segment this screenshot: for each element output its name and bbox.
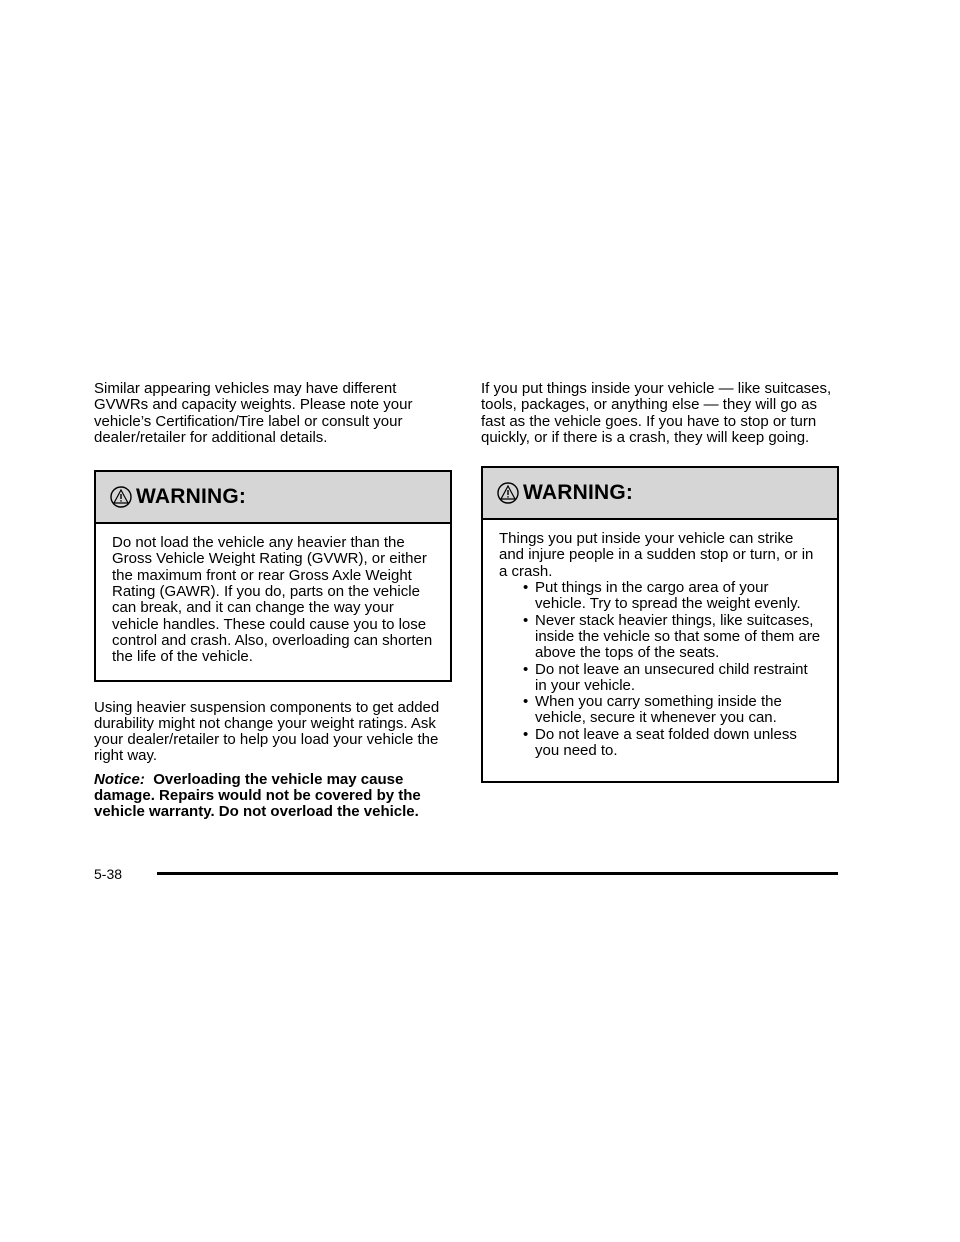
loose-items-intro-paragraph: If you put things inside your vehicle — like suitcases, tools, packages, or anything else — they will go as fast as the vehicle goes. If you have to stop or turn quickly, or if there is a crash, they will keep going.	[481, 380, 832, 446]
warning-title: WARNING:	[136, 485, 247, 509]
warning-title: WARNING:	[523, 481, 634, 505]
list-item: • Never stack heavier things, like suitcases, inside the vehicle so that some of them are above the tops of the seats.	[523, 611, 821, 662]
warning-header	[483, 468, 837, 520]
list-item: • When you carry something inside the vehicle, secure it whenever you can.	[523, 693, 782, 727]
right-column	[481, 381, 839, 783]
left-column	[94, 381, 452, 821]
warning-bullet-list	[499, 580, 821, 759]
warning-header	[96, 472, 450, 524]
list-item: • Do not leave a seat folded down unless you need to.	[523, 725, 797, 760]
notice-label: Notice:	[94, 770, 145, 788]
warning-body-text: Things you put inside your vehicle can strike and injure people in a sudden stop or turn, or in a crash.	[499, 530, 814, 580]
list-item: • Do not leave an unsecured child restraint in your vehicle.	[523, 660, 808, 694]
warning-symbol-icon	[496, 481, 520, 505]
page-footer	[94, 864, 838, 884]
warning-body: Do not load the vehicle any heavier than the Gross Vehicle Weight Rating (GVWR), or either the maximum front or rear Gross Axle Weight Rating (GAWR). If you do, parts on the vehicle can break, and it can change the way your vehicle handles. These could cause you to lose control and crash. Also, overloading can shorten the life of the vehicle.	[112, 534, 433, 666]
overload-warning-box	[94, 470, 452, 681]
gvwr-intro-paragraph: Similar appearing vehicles may have different GVWRs and capacity weights. Please note your vehicle’s Certification/Tire label or consult your dealer/retailer for additional details.	[94, 380, 413, 446]
page-number: 5-38	[94, 866, 123, 882]
cargo-warning-box	[481, 466, 839, 783]
notice-paragraph	[94, 772, 452, 821]
footer-rule	[157, 872, 838, 875]
list-item: • Put things in the cargo area of your vehicle. Try to spread the weight evenly.	[523, 579, 801, 613]
notice-text: Overloading the vehicle may cause damage. Repairs would not be covered by the vehicle warranty. Do not overload the vehicle.	[94, 770, 421, 821]
suspension-paragraph: Using heavier suspension components to get added durability might not change your weight ratings. Ask your dealer/retailer to help you load your vehicle the right way.	[94, 698, 440, 765]
warning-body	[483, 520, 837, 781]
warning-symbol-icon	[109, 485, 133, 509]
